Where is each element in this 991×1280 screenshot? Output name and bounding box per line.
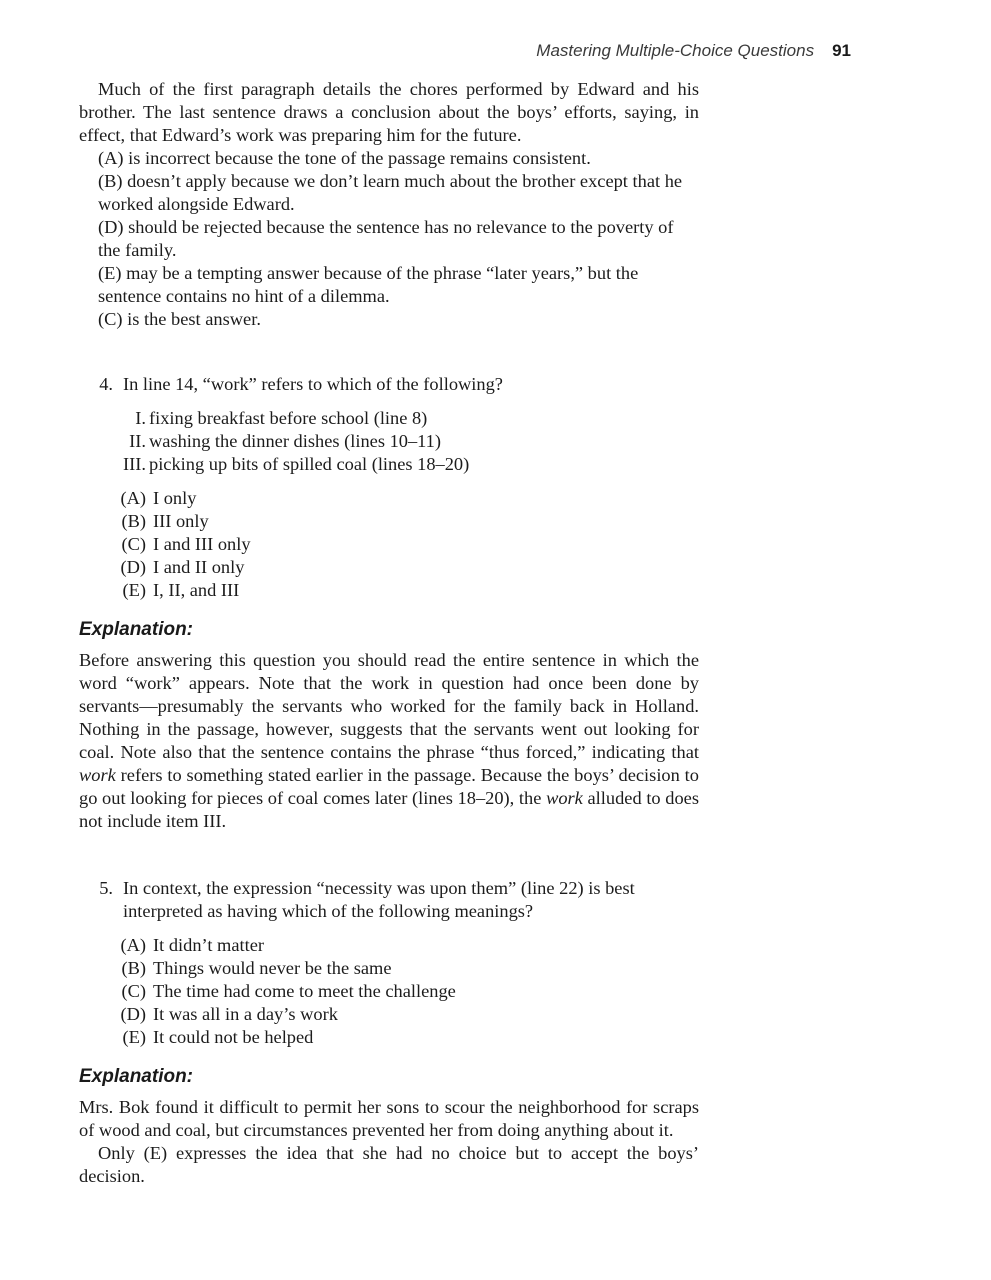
choice-letter: (E): [122, 1027, 146, 1047]
choice-letter: (E): [122, 580, 146, 600]
explanation-text: alluded to does not include item III.: [79, 788, 699, 831]
choice-letter: (B): [121, 511, 146, 531]
explanation-heading: Explanation:: [79, 1066, 194, 1087]
choice-text: I, II, and III: [153, 580, 240, 600]
explanation-text: refers to something stated earlier in the passage. Because the boys’ decision to go out looking for pieces of coal comes later (lines 18–20), the: [79, 765, 699, 808]
intro-line-c: (C) is the best answer.: [98, 309, 261, 329]
roman-numeral: II.: [129, 431, 146, 451]
explanation-paragraph: Mrs. Bok found it difficult to permit her sons to scour the neighborhood for scraps of wood and coal, but circumstances prevented her from doing anything about it.: [79, 1097, 699, 1140]
answer-choices: [79, 934, 699, 1049]
explanation-text: Before answering this question you should read the entire sentence in which the word “work” appears. Note that the work in question had once been done by servants—presumably the servants who worked for the family back in Holland. Nothing in the passage, however, suggests that the servants went out looking for coal. Note also that the sentence contains the phrase “thus forced,” indicating that: [79, 650, 699, 762]
answer-choice: [79, 1003, 699, 1026]
choice-text: I and II only: [153, 557, 245, 577]
choice-letter: (B): [121, 958, 146, 978]
emphasis-work: work: [546, 788, 583, 808]
answer-choice: [79, 510, 699, 533]
choice-letter: (A): [120, 488, 146, 508]
question-4: [79, 373, 699, 396]
choice-text: It could not be helped: [153, 1027, 314, 1047]
choice-letter: (C): [121, 981, 146, 1001]
intro-line-d: (D) should be rejected because the sentence has no relevance to the poverty of the family.: [98, 217, 674, 260]
choice-letter: (C): [121, 534, 146, 554]
running-head-title: Mastering Multiple-Choice Questions: [536, 41, 815, 60]
answer-choice: [79, 533, 699, 556]
answer-choice: [79, 957, 699, 980]
intro-line-e: (E) may be a tempting answer because of the phrase “later years,” but the sentence contains no hint of a dilemma.: [98, 263, 639, 306]
choice-letter: (D): [120, 557, 146, 577]
explanation-paragraph: [79, 649, 699, 833]
answer-choice: [79, 980, 699, 1003]
choice-text: Things would never be the same: [153, 958, 392, 978]
choice-text: I only: [153, 488, 197, 508]
question-stem: In context, the expression “necessity was upon them” (line 22) is best interpreted as having which of the following meanings?: [123, 878, 635, 921]
answer-choice: [79, 556, 699, 579]
intro-line-b: (B) doesn’t apply because we don’t learn much about the brother except that he worked alongside Edward.: [98, 171, 683, 214]
running-head: [536, 41, 851, 61]
choice-text: III only: [153, 511, 209, 531]
choice-text: I and III only: [153, 534, 251, 554]
text-column: [79, 78, 699, 1188]
choice-letter: (D): [120, 1004, 146, 1024]
question-number: 4.: [99, 374, 113, 394]
page-number: 91: [832, 41, 851, 60]
answer-choice: [79, 487, 699, 510]
explanation-heading: Explanation:: [79, 619, 194, 640]
choice-text: It was all in a day’s work: [153, 1004, 338, 1024]
roman-item-text: washing the dinner dishes (lines 10–11): [149, 431, 441, 451]
roman-numeral: I.: [135, 408, 146, 428]
choice-letter: (A): [120, 935, 146, 955]
roman-item: [79, 407, 699, 430]
roman-item: [79, 453, 699, 476]
roman-item: [79, 430, 699, 453]
roman-item-list: [79, 407, 699, 476]
answer-choice: [79, 1026, 699, 1049]
intro-paragraph: Much of the first paragraph details the chores performed by Edward and his brother. The last sentence draws a conclusion about the boys’ efforts, saying, in effect, that Edward’s work was preparing him for the future.: [79, 79, 699, 145]
question-5: [79, 877, 699, 923]
intro-line-a: (A) is incorrect because the tone of the passage remains consistent.: [98, 148, 591, 168]
question-number: 5.: [99, 878, 113, 898]
explanation-paragraph: Only (E) expresses the idea that she had no choice but to accept the boys’ decision.: [79, 1143, 699, 1186]
choice-text: The time had come to meet the challenge: [153, 981, 456, 1001]
roman-item-text: picking up bits of spilled coal (lines 18–20): [149, 454, 470, 474]
question-stem: In line 14, “work” refers to which of the following?: [123, 374, 503, 394]
roman-numeral: III.: [123, 454, 146, 474]
choice-text: It didn’t matter: [153, 935, 264, 955]
answer-choice: [79, 579, 699, 602]
roman-item-text: fixing breakfast before school (line 8): [149, 408, 428, 428]
answer-choices: [79, 487, 699, 602]
answer-choice: [79, 934, 699, 957]
emphasis-work: work: [79, 765, 116, 785]
